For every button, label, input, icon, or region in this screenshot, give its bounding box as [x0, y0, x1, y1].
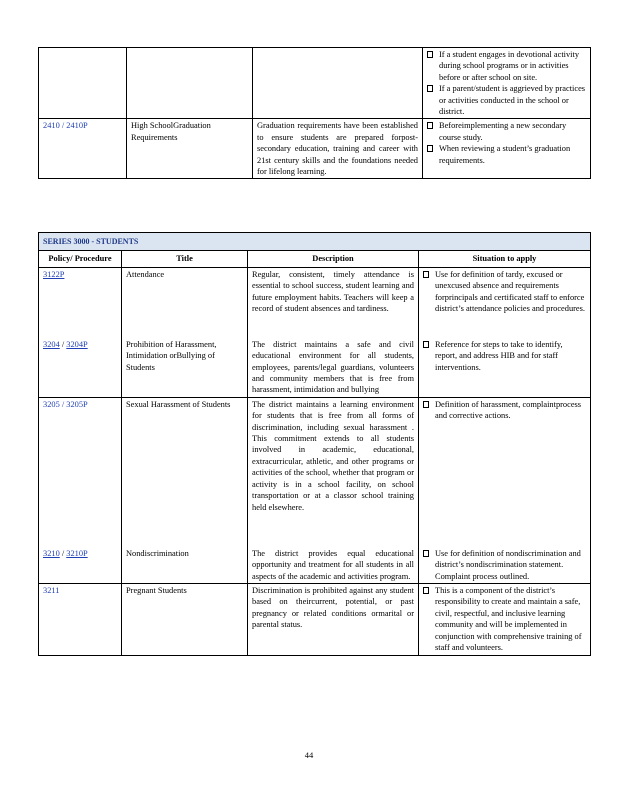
checkbox-bullet-icon: [427, 122, 433, 129]
policy-cell: [39, 119, 127, 179]
situation-cell: [423, 48, 591, 119]
table-row: [39, 48, 591, 119]
policy-link[interactable]: 3122P: [43, 269, 65, 279]
checkbox-bullet-icon: [427, 145, 433, 152]
table-row: [39, 267, 591, 397]
checkbox-bullet-icon: [423, 401, 429, 408]
checkbox-bullet-icon: [427, 51, 433, 58]
description-cell: Discrimination is prohibited against any student based on theircurrent, potential, or past pregnancy or related conditions ormarital or parental status.: [248, 584, 419, 655]
description-cell: Regular, consistent, timely attendance is essential to school success, student learning and future employment habits. Teachers will keep a record of student absences and tardiness. The district maintains a safe and civil educational environment for all students, employees, parents/legal guardians, volunteers and community members that is free from harassment, intimidation and bullying: [248, 267, 419, 397]
list-item: Use for definition of tardy, excused or unexcused absence and requirements forprincipals and certificated staff to enforce district’s attendance policies and procedures.: [423, 269, 586, 315]
situation-cell: [419, 267, 591, 397]
policy-link[interactable]: 2410 / 2410P: [43, 121, 88, 131]
list-item: This is a component of the district’s responsibility to create and maintain a safe, civil, respectful, and inclusive learning community and will be implemented in conjunction with comprehensive training of staff and volunteers.: [423, 585, 586, 653]
checkbox-bullet-icon: [427, 85, 433, 92]
policy-cell: [39, 48, 127, 119]
checkbox-bullet-icon: [423, 271, 429, 278]
description-cell: Graduation requirements have been established to ensure students are prepared forpost- secondary education, training and career with 21st century skills and the foundations needed for lifelong learning.: [253, 119, 423, 179]
column-header-row: [39, 251, 591, 267]
header-description: Description: [248, 251, 419, 267]
policy-link[interactable]: 3210P: [66, 548, 88, 558]
table-row: [39, 397, 591, 583]
series-header-row: [39, 233, 591, 251]
title-cell: [127, 48, 253, 119]
list-item: Reference for steps to take to identify, report, and address HIB and for staff interventions.: [423, 339, 586, 373]
header-policy: Policy/ Procedure: [39, 251, 122, 267]
title-cell: Sexual Harassment of Students Nondiscrimination: [122, 397, 248, 583]
policy-link[interactable]: 3204: [43, 339, 60, 349]
series-label: SERIES 3000 - STUDENTS: [39, 233, 591, 251]
description-cell: [253, 48, 423, 119]
list-item: When reviewing a student’s graduation requirements.: [427, 143, 586, 166]
situation-cell: [419, 584, 591, 655]
situation-cell: [423, 119, 591, 179]
description-cell: The district maintains a learning environment for students that is free from all forms of discrimination, including sexual harassment . This commitment extends to all students involved in academic, educational, extracurricular, athletic, and other programs or activities of the school, whether that program or activity is in a school facility, on school transportation or at a classor school training held elsewhere. The district provides equal educational opportunity and treatment for all students in all aspects of the academic and activities program.: [248, 397, 419, 583]
checkbox-bullet-icon: [423, 587, 429, 594]
header-title: Title: [122, 251, 248, 267]
series-table: [38, 232, 591, 656]
policy-cell: 3205 / 3205P 3210 / 3210P: [39, 397, 122, 583]
continuation-table: [38, 47, 591, 179]
list-item: Use for definition of nondiscrimination and district’s nondiscrimination statement. Complaint process outlined.: [423, 548, 586, 582]
policy-link[interactable]: 3204P: [66, 339, 88, 349]
header-situation: Situation to apply: [419, 251, 591, 267]
table-row: [39, 119, 591, 179]
checkbox-bullet-icon: [423, 341, 429, 348]
policy-link[interactable]: 3205 / 3205P: [43, 399, 88, 409]
situation-cell: [419, 397, 591, 583]
policy-cell: 3122P 3204 / 3204P: [39, 267, 122, 397]
list-item: Definition of harassment, complaintprocess and corrective actions.: [423, 399, 586, 422]
table-row: [39, 584, 591, 655]
checkbox-bullet-icon: [423, 550, 429, 557]
list-item: If a parent/student is aggrieved by practices or activities conducted in the school or district.: [427, 83, 586, 117]
title-cell: Pregnant Students: [122, 584, 248, 655]
policy-link[interactable]: 3211: [43, 586, 60, 596]
policy-link[interactable]: 3210: [43, 548, 60, 558]
page-number: 44: [304, 750, 314, 760]
policy-cell: [39, 584, 122, 655]
title-cell: Attendance Prohibition of Harassment, Intimidation orBullying of Students: [122, 267, 248, 397]
list-item: Beforeimplementing a new secondary course study.: [427, 120, 586, 143]
list-item: If a student engages in devotional activity during school programs or in activities before or after school on site.: [427, 49, 586, 83]
title-cell: High SchoolGraduation Requirements: [127, 119, 253, 179]
